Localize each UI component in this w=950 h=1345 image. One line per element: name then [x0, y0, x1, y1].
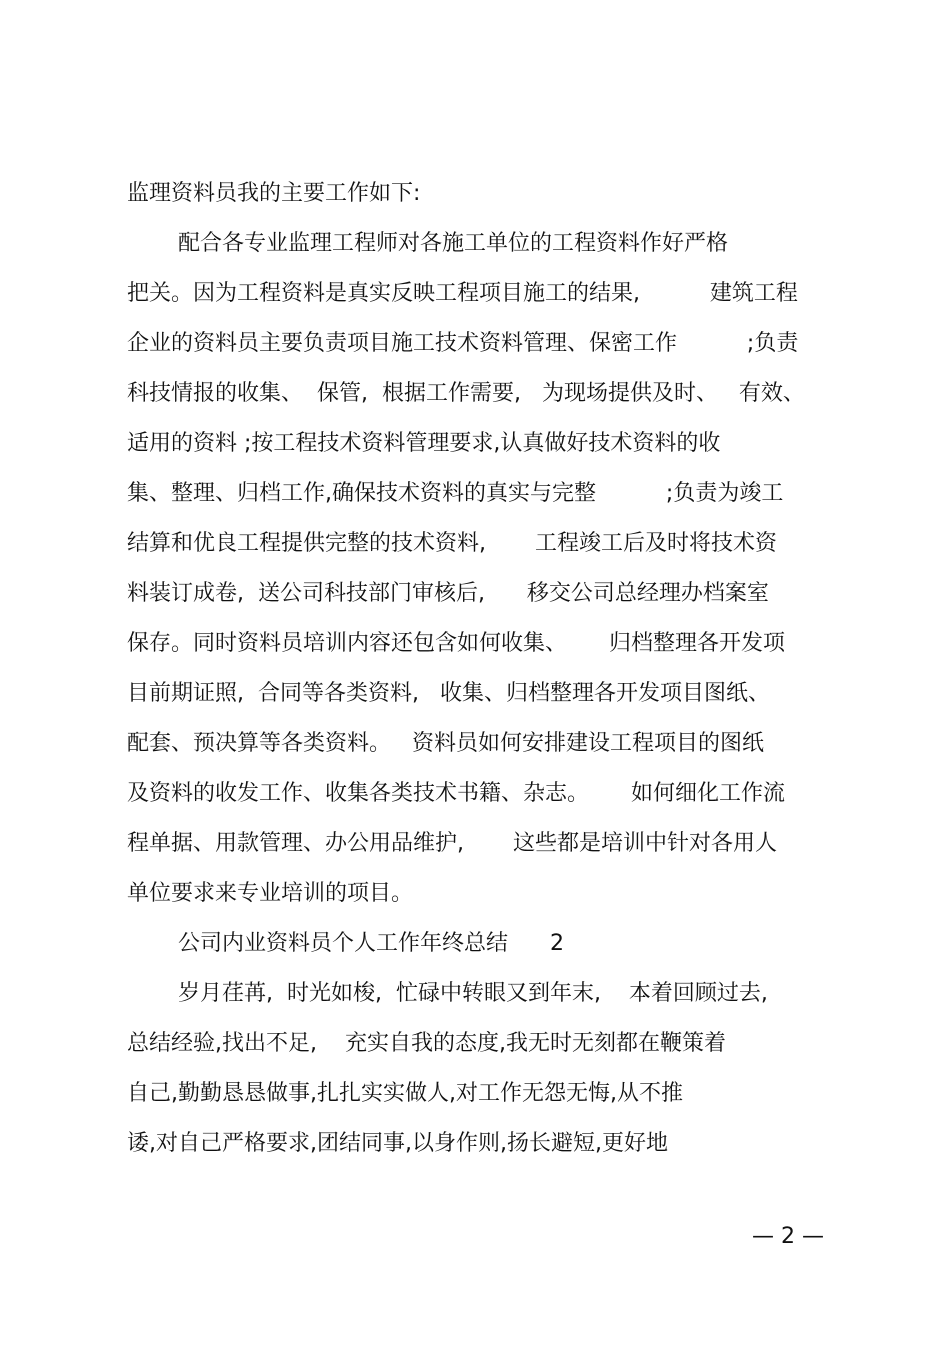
text-line-11: 目前期证照, 合同等各类资料, 收集、归档整理各开发项目图纸、 — [127, 681, 770, 706]
text-line-4: 企业的资料员主要负责项目施工技术资料管理、保密工作 ;负责 — [127, 331, 799, 356]
text-line-2: 配合各专业监理工程师对各施工单位的工程资料作好严格 — [178, 231, 729, 256]
text-line-14: 程单据、用款管理、办公用品维护, 这些都是培训中针对各用人 — [127, 831, 777, 856]
text-line-5: 科技情报的收集、 保管, 根据工作需要, 为现场提供及时、 有效、 — [127, 381, 805, 406]
section-heading: 公司内业资料员个人工作年终总结 2 — [178, 931, 564, 956]
text-line-8: 结算和优良工程提供完整的技术资料, 工程竣工后及时将技术资 — [127, 531, 777, 556]
text-line-6: 适用的资料 ;按工程技术资料管理要求,认真做好技术资料的收 — [127, 431, 721, 456]
text-line-20: 诿,对自己严格要求,团结同事,以身作则,扬长避短,更好地 — [127, 1131, 668, 1156]
text-line-18: 总结经验,找出不足, 充实自我的态度,我无时无刻都在鞭策着 — [127, 1031, 726, 1056]
text-line-1: 监理资料员我的主要工作如下: — [127, 181, 421, 206]
text-line-9: 料装订成卷, 送公司科技部门审核后, 移交公司总经理办档案室 — [127, 581, 769, 606]
text-line-10: 保存。同时资料员培训内容还包含如何收集、 归档整理各开发项 — [127, 631, 785, 656]
text-line-3: 把关。因为工程资料是真实反映工程项目施工的结果, 建筑工程 — [127, 281, 798, 306]
text-line-17: 岁月荏苒, 时光如梭, 忙碌中转眼又到年末, 本着回顾过去, — [178, 981, 768, 1006]
text-line-7: 集、整理、归档工作,确保技术资料的真实与完整 ;负责为竣工 — [127, 481, 784, 506]
page-number: — 2 — — [752, 1224, 824, 1249]
text-line-12: 配套、预决算等各类资料。 资料员如何安排建设工程项目的图纸 — [127, 731, 764, 756]
text-line-13: 及资料的收发工作、收集各类技术书籍、杂志。 如何细化工作流 — [127, 781, 785, 806]
text-line-19: 自己,勤勤恳恳做事,扎扎实实做人,对工作无怨无悔,从不推 — [127, 1081, 683, 1106]
text-line-15: 单位要求来专业培训的项目。 — [127, 881, 414, 906]
